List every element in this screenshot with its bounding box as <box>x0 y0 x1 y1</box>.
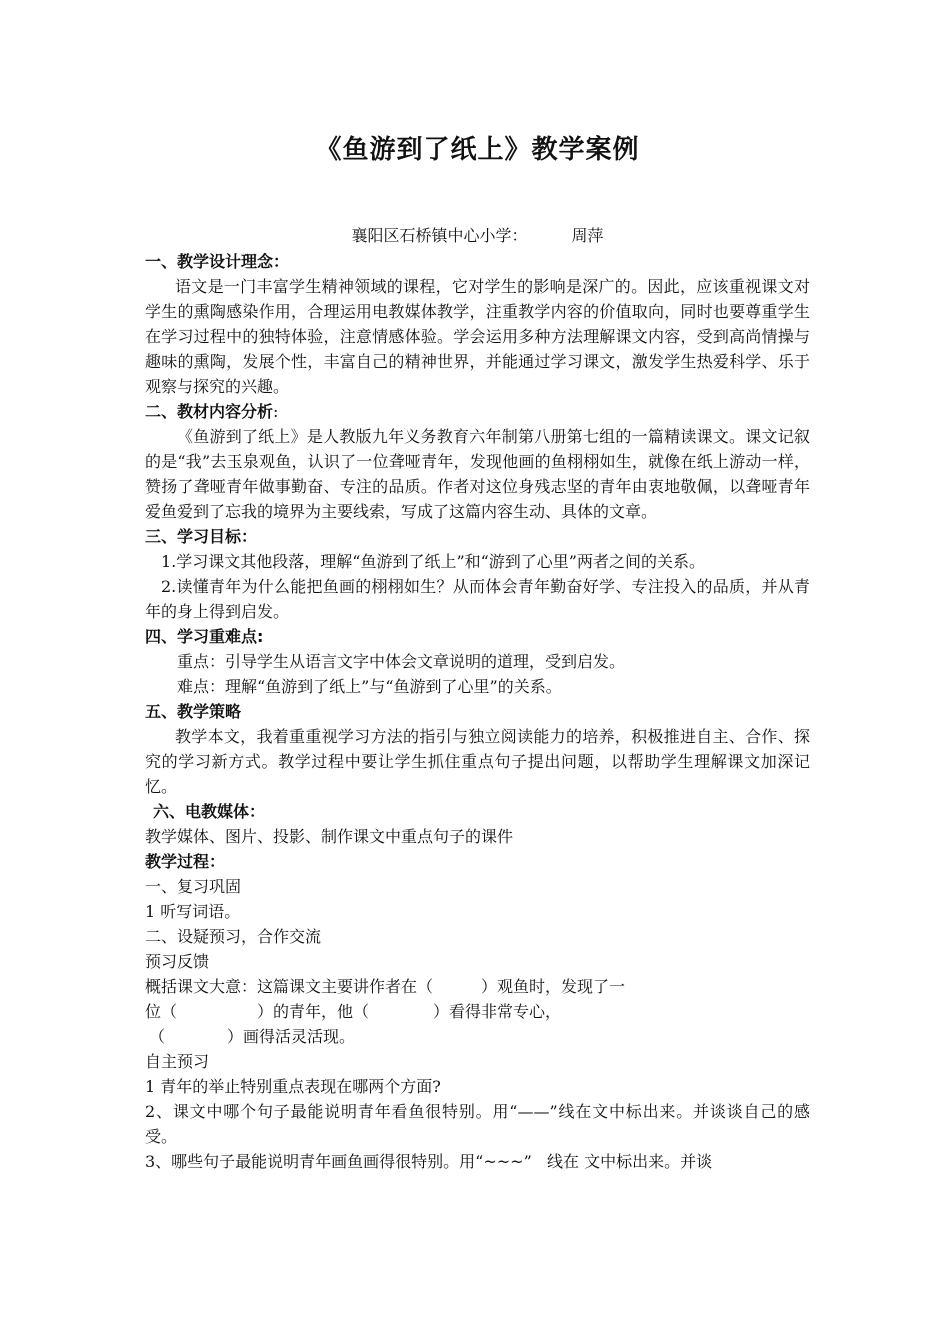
section-text-strategy: 教学本文，我着重重视学习方法的指引与独立阅读能力的培养，积极推进自主、合作、探究的学习新方式。教学过程中要让学生抓住重点句子提出问题，以帮助学生理解课文加深记忆。 <box>145 727 810 796</box>
goal-item-2: 2.读懂青年为什么能把鱼画的栩栩如生？从而体会青年勤奋好学、专注投入的品质，并从青年的身上得到启发。 <box>145 577 810 621</box>
document-body <box>145 249 810 1174</box>
section-heading-analysis: 二、教材内容分析: <box>145 402 279 421</box>
process-heading: 教学过程： <box>145 852 226 871</box>
summary-blank-line-1: 概括课文大意：这篇课文主要讲作者在（ ）观鱼时，发现了一 <box>145 977 626 996</box>
summary-blank-line-2: 位（ ）的青年，他（ ）看得非常专心， <box>145 1002 562 1021</box>
author-line <box>145 224 810 248</box>
key-point: 重点：引导学生从语言文字中体会文章说明的道理，受到启发。 <box>177 652 626 671</box>
author-name: 周萍 <box>571 226 604 245</box>
section-heading-goals: 三、学习目标： <box>145 527 258 546</box>
section-heading-media: 六、电教媒体： <box>153 802 266 821</box>
process-line: 3、哪些句子最能说明青年画鱼画得很特别。用“~~~” 线在 文中标出来。并谈 <box>145 1152 713 1171</box>
difficult-point: 难点：理解“鱼游到了纸上”与“鱼游到了心里”的关系。 <box>177 677 562 696</box>
section-heading-strategy: 五、教学策略 <box>145 702 242 721</box>
author-school: 襄阳区石桥镇中心小学： <box>351 226 528 245</box>
process-line: 2、课文中哪个句子最能说明青年看鱼很特别。用“——”线在文中标出来。并谈谈自己的感受。 <box>145 1102 810 1146</box>
document-title: 《鱼游到了纸上》教学案例 <box>315 135 640 165</box>
section-text-analysis: 《鱼游到了纸上》是人教版九年义务教育六年制第八册第七组的一篇精读课文。课文记叙的是“我”去玉泉观鱼，认识了一位聋哑青年，发现他画的鱼栩栩如生，就像在纸上游动一样，赞扬了聋哑青年做事勤奋、专注的品质。作者对这位身残志坚的青年由衷地敬佩，以聋哑青年爱鱼爱到了忘我的境界为主要线索，写成了这篇内容生动、具体的文章。 <box>145 427 810 521</box>
section-heading-key-points: 四、学习重难点: <box>145 627 264 646</box>
process-line: 1 听写词语。 <box>145 902 241 921</box>
process-line: 预习反馈 <box>145 952 210 971</box>
process-line: 1 青年的举止特别重点表现在哪两个方面? <box>145 1077 441 1096</box>
process-line: 自主预习 <box>145 1052 210 1071</box>
section-heading-philosophy: 一、教学设计理念： <box>145 252 290 271</box>
goal-item-1: 1.学习课文其他段落，理解“鱼游到了纸上”和“游到了心里”两者之间的关系。 <box>161 552 705 571</box>
process-line: 一、复习巩固 <box>145 877 242 896</box>
section-text-media: 教学媒体、图片、投影、制作课文中重点句子的课件 <box>145 827 514 846</box>
summary-blank-line-3: （ ）画得活灵活现。 <box>149 1027 356 1046</box>
section-text-philosophy: 语文是一门丰富学生精神领域的课程，它对学生的影响是深广的。因此，应该重视课文对学生的熏陶感染作用，合理运用电教媒体教学，注重教学内容的价值取向，同时也要尊重学生在学习过程中的独特体验，注意情感体验。学会运用多种方法理解课文内容，受到高尚情操与趣味的熏陶，发展个性，丰富自己的精神世界，并能通过学习课文，激发学生热爱科学、乐于观察与探究的兴趣。 <box>145 277 810 396</box>
process-line: 二、设疑预习，合作交流 <box>145 927 322 946</box>
